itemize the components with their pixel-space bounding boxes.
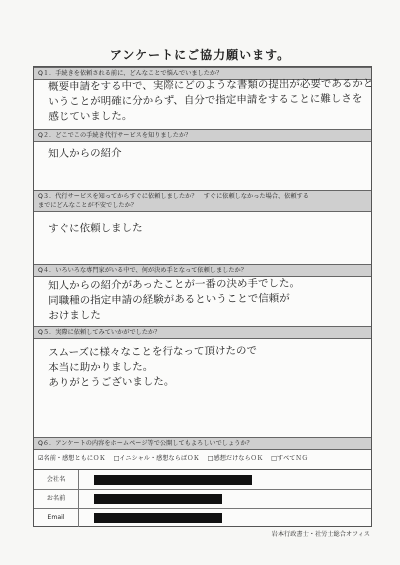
- answer-1-line: いうことが明確に分からず、自分で指定申請をすることに難しさを: [48, 92, 363, 108]
- question-3-label: [34, 190, 371, 212]
- question-6-label: Q６．アンケートの内容をホームページ等で公開してもよろしいでしょうか？: [34, 437, 371, 450]
- answer-1-line: 概要申請をする中で、実際にどのような書類の提出が必要であるかと: [48, 77, 374, 93]
- answer-4-line: 同職種の指定申請の経験があるということで信頼が: [48, 292, 290, 307]
- answer-3-line: すぐに依頼しました: [48, 222, 143, 235]
- email-label: Email: [34, 508, 79, 527]
- question-2-label: Q２．どこでこの手続き代行サービスを知りましたか？: [34, 129, 371, 142]
- question-3-label-line: Q３．代行サービスを知ってからすぐに依頼しましたか？ すぐに依頼しなかった場合、依頼する: [38, 193, 309, 200]
- company-row: [34, 470, 371, 490]
- publish-options: [38, 453, 368, 462]
- question-5-label: Q５．実際に依頼してみていかがでしたか？: [34, 326, 371, 339]
- answer-2: [48, 144, 366, 162]
- question-1-label: Q１．手続きを依頼される前に、どんなことで悩んでいましたか？: [34, 67, 371, 80]
- answer-5: [48, 343, 366, 391]
- name-label: お名前: [34, 489, 79, 508]
- survey-form: [33, 66, 372, 527]
- answer-4-line: おけました: [48, 309, 101, 322]
- answer-1: [48, 77, 374, 125]
- office-name: 岩本行政書士・社労士総合オフィス: [271, 531, 370, 538]
- question-4-label: Q４．いろいろな専門家がいる中で、何が決め手となって依頼しましたか？: [34, 264, 371, 277]
- option-comment-only[interactable]: □感想だけならＯＫ: [207, 455, 264, 462]
- option-initial-and-comment[interactable]: □イニシャル・感想ならばＯＫ: [113, 455, 200, 462]
- question-3-label-line: までにどんなことが不安でしたか？: [38, 202, 137, 209]
- contact-table: [34, 469, 371, 527]
- name-row: [34, 489, 371, 509]
- survey-title: アンケートにご協力願います。: [109, 48, 291, 62]
- answer-1-line: 感じていました。: [48, 110, 133, 123]
- answer-3: [48, 219, 366, 237]
- company-label: 会社名: [34, 470, 79, 489]
- answer-4: [48, 276, 366, 324]
- answer-5-line: 本当に助かりました。: [48, 360, 154, 374]
- option-all-ng[interactable]: □すべてＮＧ: [271, 455, 308, 462]
- answer-4-line: 知人からの紹介があったことが一番の決め手でした。: [48, 277, 301, 292]
- email-row: [34, 508, 371, 527]
- answer-5-line: ありがとうございました。: [48, 375, 175, 389]
- answer-2-line: 知人からの紹介: [48, 147, 122, 160]
- redacted-company: [94, 475, 252, 485]
- answer-5-line: スムーズに様々なことを行なって頂けたので: [48, 344, 258, 359]
- option-name-and-comment[interactable]: ☑名前・感想ともにＯＫ: [38, 455, 106, 462]
- redacted-name: [94, 494, 222, 504]
- redacted-email: [94, 513, 222, 523]
